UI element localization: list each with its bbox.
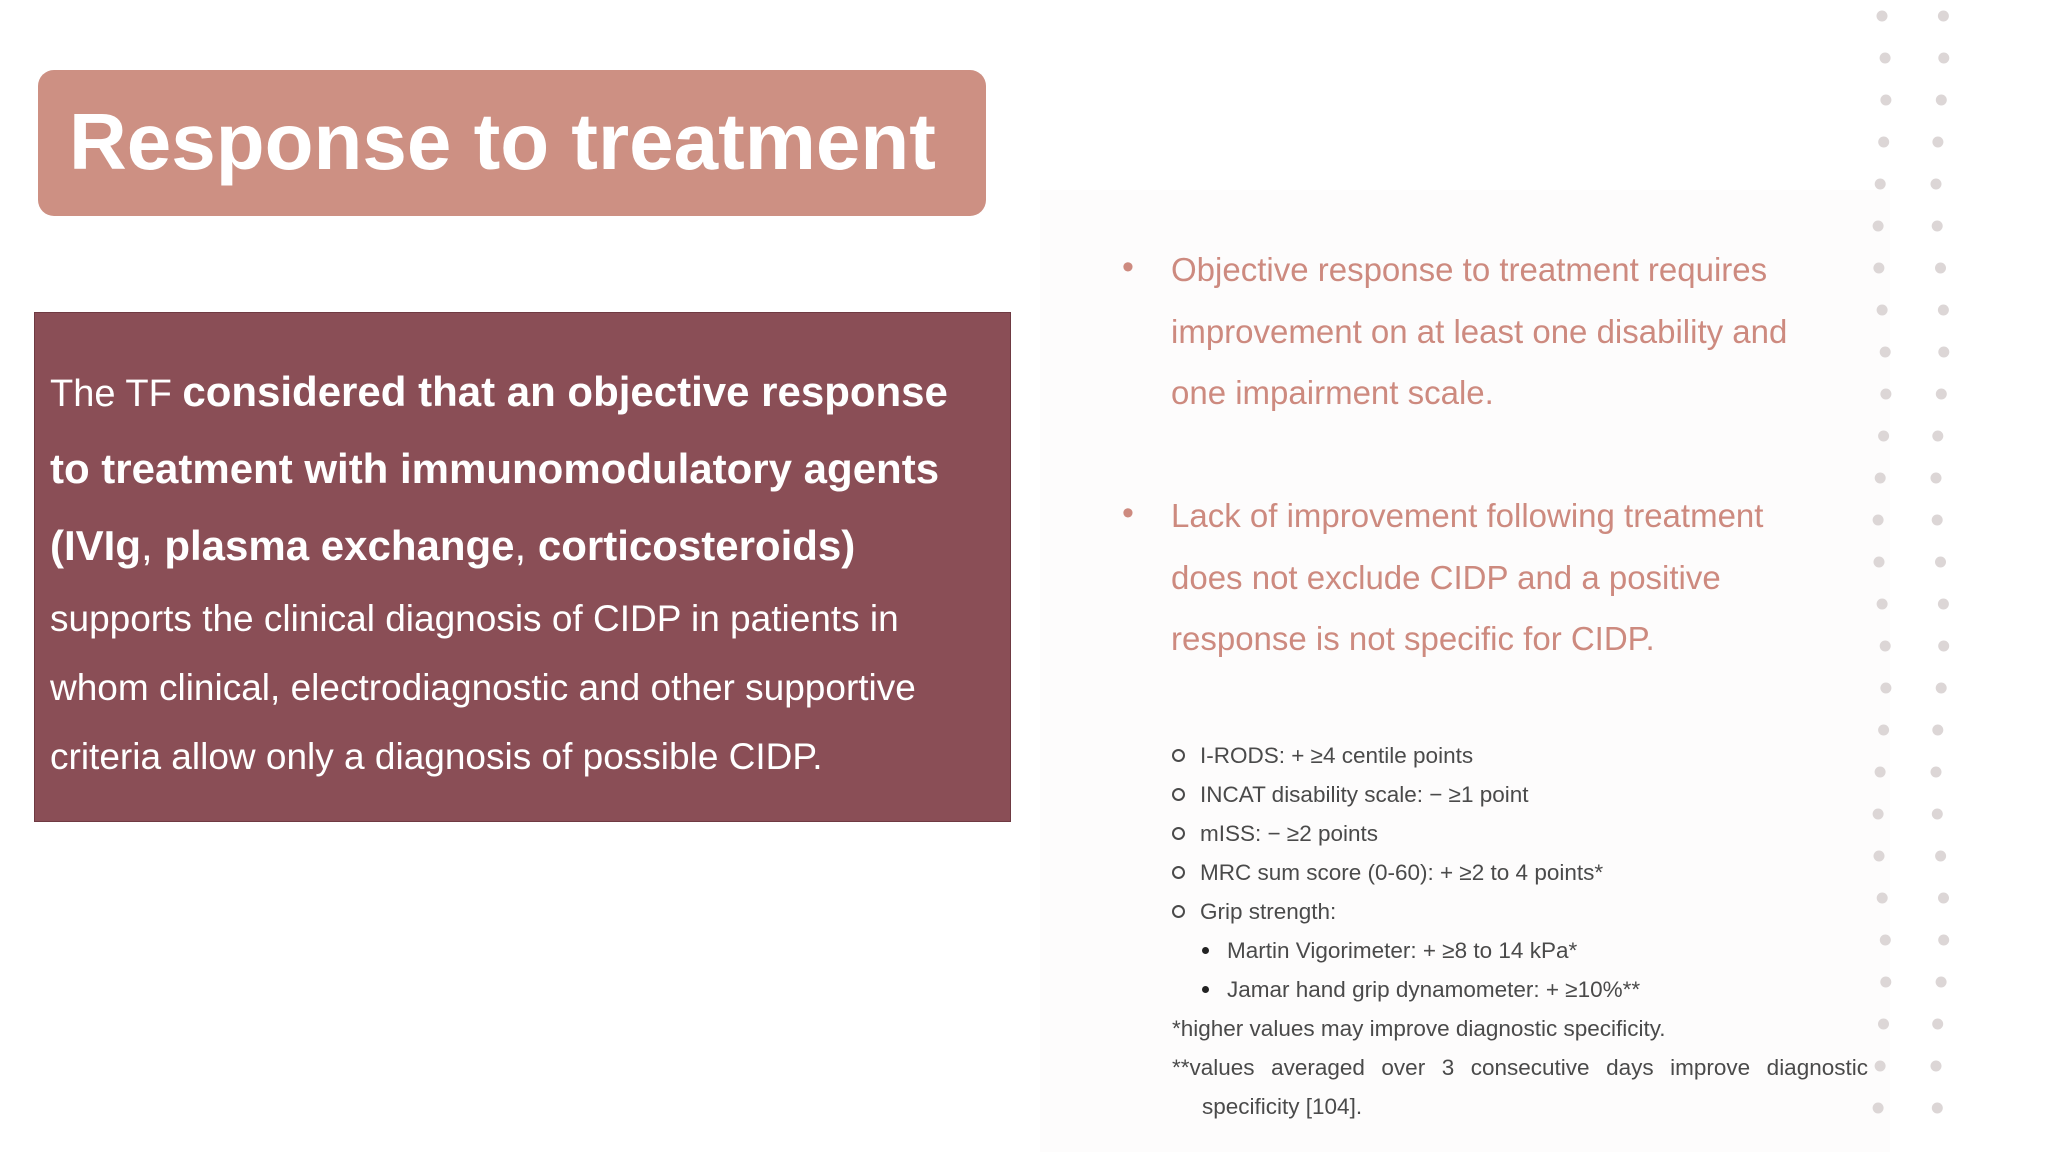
footnote-2-line-2: specificity [104]. [1202,1094,1363,1119]
decorative-dots [1860,0,2048,1152]
decorative-dot [1936,683,1947,694]
tf-statement-text [50,353,995,791]
decorative-dot [1931,1061,1942,1072]
list-item [1172,736,1473,775]
tf-agent-corticosteroids: corticosteroids) [537,522,856,569]
decorative-dot [1936,95,1947,106]
decorative-dot [1874,851,1885,862]
decorative-dot [1932,431,1943,442]
decorative-dot [1873,515,1884,526]
decorative-dot [1935,851,1946,862]
tf-line-6: criteria allow only a diagnosis of possible CIDP. [50,736,823,777]
decorative-dot [1932,1103,1943,1114]
decorative-dot [1938,893,1949,904]
decorative-dot [1932,515,1943,526]
decorative-dot [1936,389,1947,400]
scale-text: MRC sum score (0-60): + ≥2 to 4 points* [1200,860,1604,885]
decorative-dot [1873,221,1884,232]
tf-sep-2: , [514,522,538,569]
dot-bullet-icon [1202,947,1209,954]
decorative-dot [1878,431,1889,442]
decorative-dot [1880,347,1891,358]
scale-text: Grip strength: [1200,899,1337,924]
tf-sep-1: , [141,522,165,569]
decorative-dot [1938,53,1949,64]
decorative-dot [1932,809,1943,820]
dot-bullet-icon [1202,986,1209,993]
decorative-dot [1873,809,1884,820]
bullet-text-1 [1171,239,1851,424]
decorative-dot [1932,137,1943,148]
tf-line-4: supports the clinical diagnosis of CIDP in patients in [50,598,899,639]
bullet-marker-2: • [1122,494,1134,532]
decorative-dot [1878,1019,1889,1030]
list-item [1202,931,1577,970]
tf-line-5: whom clinical, electrodiagnostic and other supportive [50,667,916,708]
circle-bullet-icon [1172,827,1185,840]
decorative-dot [1938,305,1949,316]
list-item [1172,892,1336,931]
decorative-dot [1874,557,1885,568]
decorative-dot [1880,977,1891,988]
list-item [1172,775,1529,814]
tf-line-2: to treatment with immunomodulatory agents [50,445,940,492]
list-item [1172,814,1378,853]
decorative-dot [1935,263,1946,274]
slide-title: Response to treatment [69,97,936,186]
decorative-dot [1880,389,1891,400]
decorative-dot [1932,725,1943,736]
bullet-2-line-3: response is not specific for CIDP. [1171,620,1655,657]
decorative-dot [1880,935,1891,946]
decorative-dot [1932,1019,1943,1030]
decorative-dot [1880,53,1891,64]
bullet-1-line-1: Objective response to treatment requires [1171,251,1768,288]
decorative-dot [1877,305,1888,316]
circle-bullet-icon [1172,788,1185,801]
decorative-dot [1938,935,1949,946]
decorative-dot [1875,767,1886,778]
bullet-text-2 [1171,485,1851,670]
footnote-1: *higher values may improve diagnostic specificity. [1172,1016,1666,1041]
bullet-1-line-3: one impairment scale. [1171,374,1494,411]
bullet-2-line-2: does not exclude CIDP and a positive [1171,558,1721,596]
scale-text: INCAT disability scale: − ≥1 point [1200,782,1529,807]
title-banner [38,70,986,216]
tf-agent-ivig: (IVIg [50,522,141,569]
decorative-dot [1938,11,1949,22]
decorative-dot [1877,893,1888,904]
decorative-dot [1931,179,1942,190]
decorative-dot [1936,977,1947,988]
decorative-dot [1932,221,1943,232]
decorative-dot [1931,473,1942,484]
list-item [1172,853,1603,892]
tf-agent-plasma: plasma exchange [164,522,515,569]
tf-line-3 [50,507,995,584]
decorative-dot [1877,11,1888,22]
scale-text: I-RODS: + ≥4 centile points [1200,743,1474,768]
decorative-dot [1878,725,1889,736]
decorative-dot [1878,137,1889,148]
decorative-dot [1938,641,1949,652]
circle-bullet-icon [1172,749,1185,762]
bullet-2-line-1: Lack of improvement following treatment [1171,497,1764,534]
decorative-dot [1880,641,1891,652]
footnote-2-line-1: **values averaged over 3 consecutive days improve diagnostic [1172,1055,1868,1080]
decorative-dot [1935,557,1946,568]
circle-bullet-icon [1172,905,1185,918]
decorative-dot [1877,599,1888,610]
decorative-dot [1873,263,1884,274]
bullet-marker-1: • [1122,248,1134,286]
tf-line-1-bold: considered that an objective response [182,368,948,415]
grip-item-text: Jamar hand grip dynamometer: + ≥10%** [1227,977,1641,1002]
decorative-dot [1880,95,1891,106]
tf-line-1 [50,353,995,430]
list-item [1202,970,1640,1009]
decorative-dot [1938,347,1949,358]
decorative-dot [1931,767,1942,778]
decorative-dot [1875,1061,1886,1072]
decorative-dot [1873,1103,1884,1114]
bullet-1-line-2: improvement on at least one disability and [1171,312,1788,350]
tf-statement-box [34,312,1011,822]
decorative-dot [1875,179,1886,190]
scale-text: mISS: − ≥2 points [1200,821,1379,846]
circle-bullet-icon [1172,866,1185,879]
grip-item-text: Martin Vigorimeter: + ≥8 to 14 kPa* [1227,938,1578,963]
decorative-dot [1875,473,1886,484]
decorative-dot [1938,599,1949,610]
decorative-dot [1880,683,1891,694]
tf-line-1-intro: The TF [50,373,183,415]
